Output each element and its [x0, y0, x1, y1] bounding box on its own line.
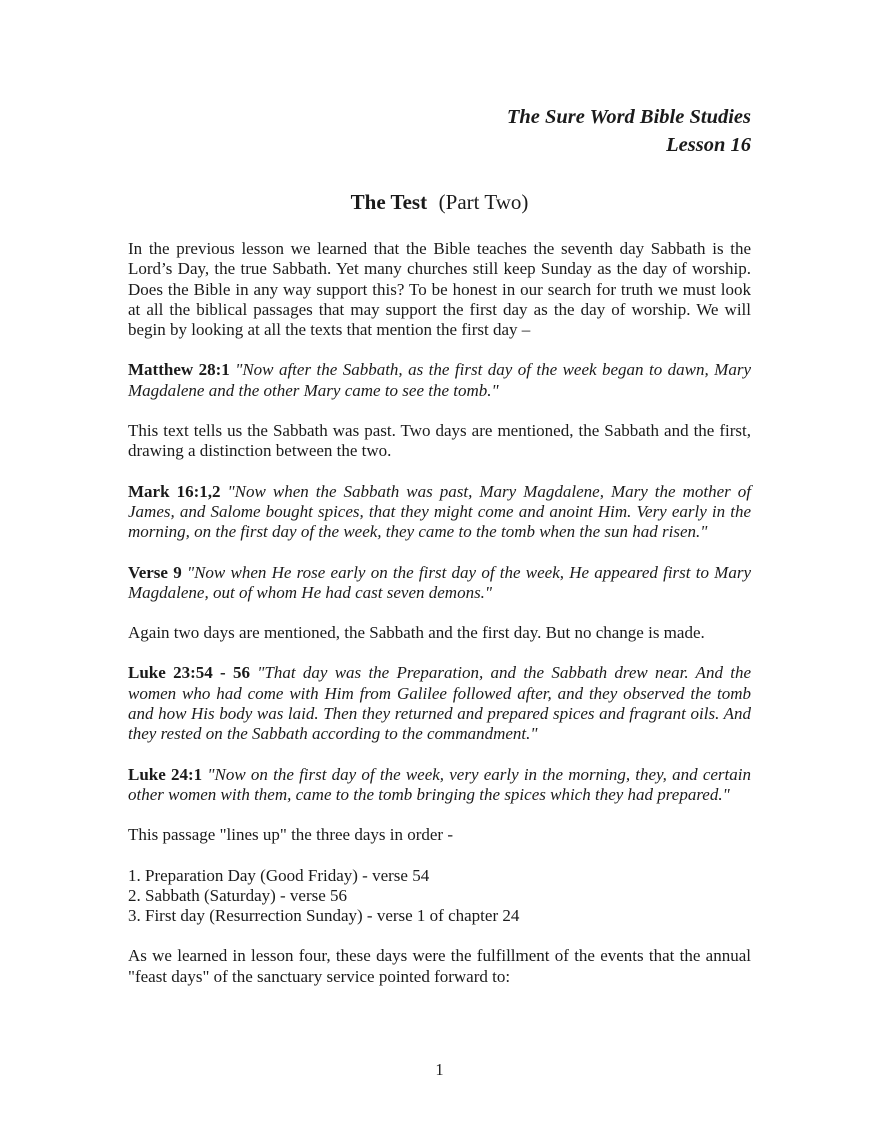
list-item: 2. Sabbath (Saturday) - verse 56 [128, 885, 348, 905]
verse-block-mark-16-9 [128, 563, 751, 604]
document-page [128, 0, 751, 987]
verse-block-luke-23-54-56 [128, 663, 751, 744]
list-item: 1. Preparation Day (Good Friday) - verse 54 [128, 865, 430, 885]
verse-reference: Luke 24:1 [128, 764, 203, 784]
page-number: 1 [435, 1060, 444, 1079]
commentary-paragraph: Again two days are mentioned, the Sabbath and the first day. But no change is made. [128, 623, 705, 643]
verse-reference: Luke 23:54 - 56 [128, 663, 250, 683]
verse-quote: "That day was the Preparation, and the Sabbath drew near. And the women who had come with Him from Galilee followed after, and they observed the tomb and how His body was laid. Then they returned and prepared spices and fragrant oils. And they rested on the Sabbath according to the commandment." [128, 663, 752, 744]
verse-block-luke-24-1 [128, 765, 751, 806]
ordered-day-list [128, 866, 751, 927]
verse-quote: "Now when He rose early on the first day of the week, He appeared first to Mary Magdalene, out of whom He had cast seven demons." [128, 562, 752, 602]
lesson-number: Lesson 16 [666, 134, 751, 156]
intro-paragraph: In the previous lesson we learned that the Bible teaches the seventh day Sabbath is the Lord’s Day, the true Sabbath. Yet many churches still keep Sunday as the day of worship. Does the Bible in any way support this? To be honest in our search for truth we must look at all the biblical passages that may support the first day as the day of worship. We will begin by looking at all the texts that mention the first day – [128, 239, 751, 340]
verse-reference: Verse 9 [128, 562, 182, 582]
verse-reference: Matthew 28:1 [128, 360, 230, 380]
page-title-part: (Part Two) [438, 190, 529, 214]
page-title [128, 189, 751, 215]
verse-quote: "Now on the first day of the week, very early in the morning, they, and certain other women with them, came to the tomb bringing the spices which they had prepared." [128, 764, 751, 804]
closing-paragraph: As we learned in lesson four, these days were the fulfillment of the events that the annual "feast days" of the sanctuary service pointed forward to: [128, 946, 751, 986]
verse-block-mark-16-1-2 [128, 482, 751, 543]
verse-block-matthew-28-1 [128, 360, 751, 401]
series-title: The Sure Word Bible Studies [506, 106, 751, 128]
page-title-main: The Test [350, 190, 428, 214]
verse-quote: "Now after the Sabbath, as the first day of the week began to dawn, Mary Magdalene and the other Mary came to see the tomb." [128, 360, 751, 400]
commentary-paragraph: This text tells us the Sabbath was past. Two days are mentioned, the Sabbath and the first, drawing a distinction between the two. [128, 421, 751, 461]
commentary-paragraph: This passage "lines up" the three days in order - [128, 825, 453, 845]
document-header [128, 0, 751, 159]
verse-reference: Mark 16:1,2 [128, 481, 221, 501]
list-item: 3. First day (Resurrection Sunday) - verse 1 of chapter 24 [128, 906, 520, 926]
verse-quote: "Now when the Sabbath was past, Mary Magdalene, Mary the mother of James, and Salome bought spices, that they might come and anoint Him. Very early in the morning, on the first day of the week, they came to the tomb when the sun had risen." [128, 481, 751, 542]
